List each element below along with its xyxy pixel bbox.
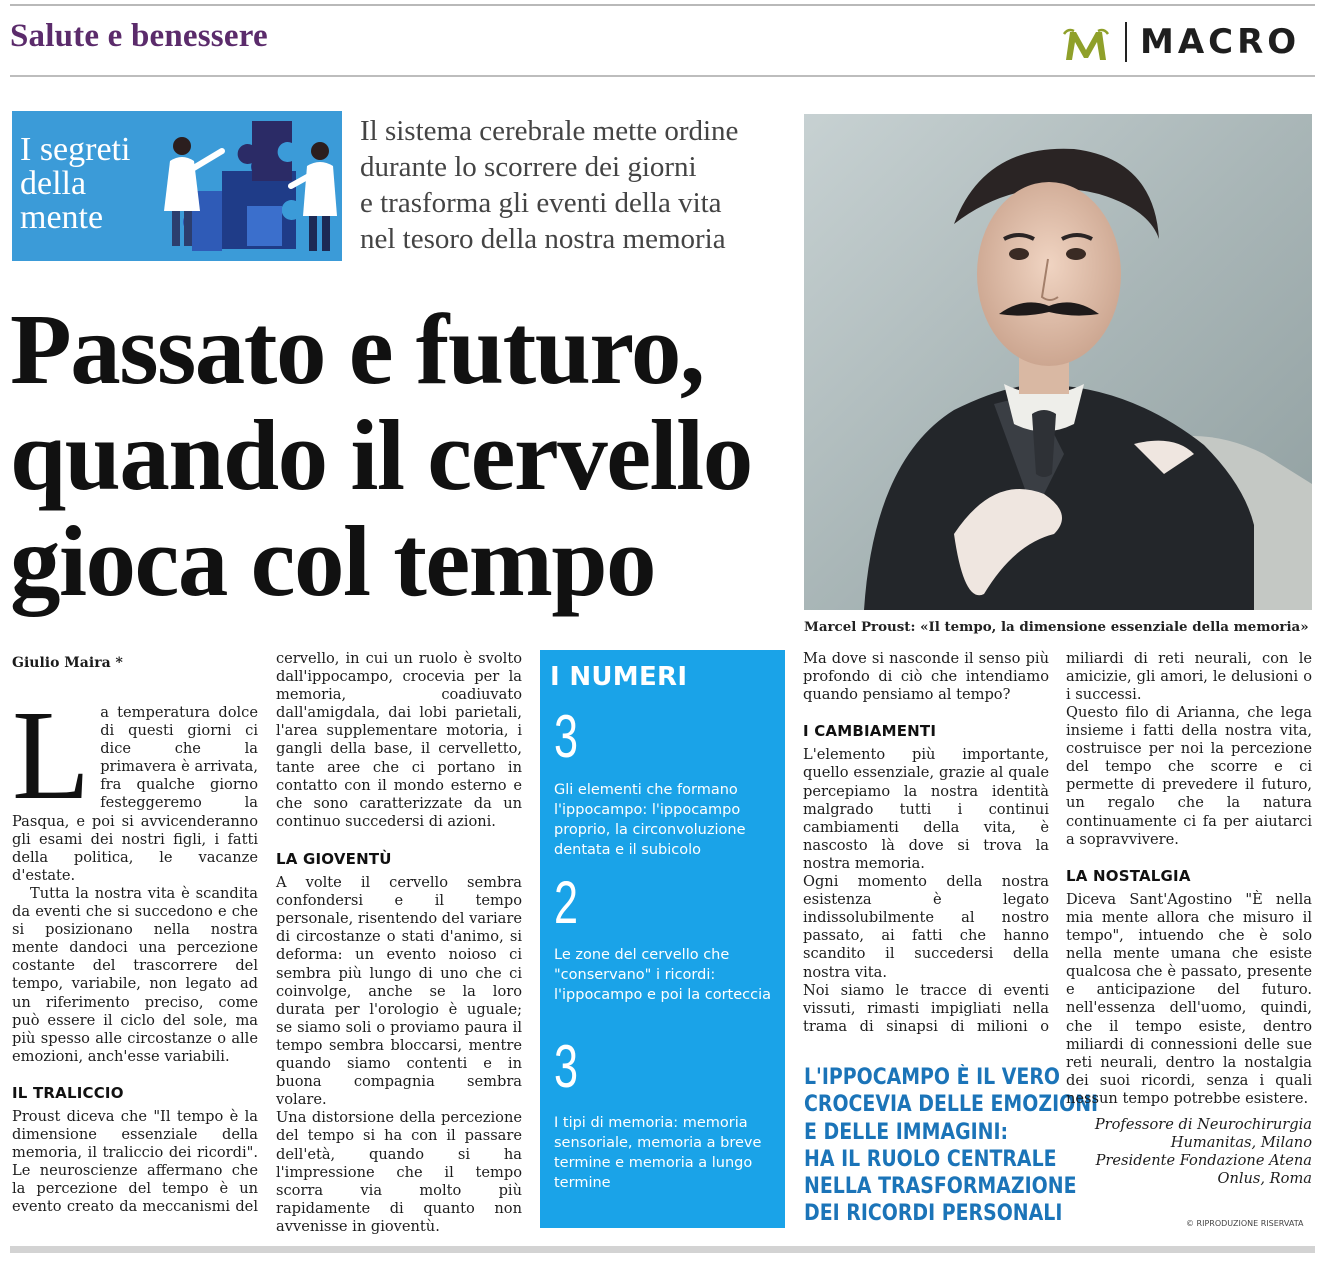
deck-line: durante lo scorrere dei giorni: [360, 151, 697, 183]
paragraph: Una distorsione della percezione del tempo si ha con il passare dell'età, quando si ha l'impressione che il tempo scorra via molto più rapidamente di quanto non avvenisse in gioventù.: [276, 1109, 522, 1235]
number-description: Le zone del cervello che "conservano" i ricordi: l'ippocampo e poi la corteccia: [554, 947, 772, 1003]
article-column-2: [276, 650, 522, 1236]
article-column-5: [1066, 650, 1312, 1188]
number-value: 2: [554, 869, 579, 936]
subhead: I CAMBIAMENTI: [803, 722, 937, 741]
subhead: LA NOSTALGIA: [1066, 866, 1191, 885]
author-credentials: [1066, 1116, 1312, 1188]
paragraph: A volte il cervello sembra confondersi e il tempo personale, risentendo del variare di circostanze o stati d'animo, si deforma: un evento noioso ci sembra più lungo di uno che ci coinvolge, anche se la loro durata per l'orologio è uguale; se siamo soli o proviamo paura il tempo sembra bloccarsi, mentre quando siamo contenti e in buona compagnia sembra volare.: [276, 874, 522, 1109]
deck-line: e trasforma gli eventi della vita: [360, 187, 722, 219]
subhead: LA GIOVENTÙ: [276, 850, 392, 868]
article-column-4: [803, 650, 1049, 1036]
series-box: [12, 111, 342, 261]
paragraph-text: Noi siamo le tracce di eventi vissuti, rimasti impigliati nella trama di sinapsi di milioni o: [803, 981, 1049, 1035]
article-column-1: [12, 684, 258, 1216]
paragraph-text: cervello, in cui un ruolo è svolto dall'ippocampo, crocevia per la memoria, coadiuvato dall'amigdala, dai lobi parietali, l'area supplementare motoria, i gangli della base, il cervelletto, tante aree che ci portano in contatto con il mondo esterno e che sono caratterizzate da un continuo succedersi di azioni.: [276, 650, 522, 830]
photo-caption: Marcel Proust: «Il tempo, la dimensione essenziale della memoria»: [804, 619, 1309, 635]
newspaper-logo-icon: [1062, 26, 1110, 66]
headline-line: Passato e futuro,: [10, 293, 704, 405]
number-description: I tipi di memoria: memoria sensoriale, memoria a breve termine e memoria a lungo termine: [554, 1115, 762, 1191]
series-title-line: I segreti: [20, 131, 131, 168]
puzzle-illustration-icon: [152, 111, 342, 261]
paragraph: [12, 1108, 258, 1216]
credential-line: Humanitas, Milano: [1170, 1134, 1312, 1152]
number-value: 3: [554, 703, 579, 770]
deck: [360, 113, 790, 257]
paragraph-text: miliardi di reti neurali, con le amicizie, gli amori, le delusioni o i successi.: [1066, 650, 1312, 704]
headline-line: quando il cervello: [10, 399, 752, 511]
paragraph-text: a temperatura dolce di questi giorni ci dice che la primavera è arrivata, fra qualche giorno festeggeremo la Pasqua, e poi si avvicenderanno gli esami dei nostri figli, i fatti della politica, le vacanze d'estate.: [12, 704, 258, 884]
headline: [10, 293, 800, 617]
paragraph-continued: [276, 650, 522, 832]
pull-quote: [804, 1064, 1099, 1228]
subhead: IL TRALICCIO: [12, 1083, 124, 1102]
numbers-title: I NUMERI: [550, 662, 688, 692]
paragraph: [803, 982, 1049, 1036]
byline: Giulio Maira *: [12, 655, 123, 671]
number-description: Gli elementi che formano l'ippocampo: l'ippocampo proprio, la circonvoluzione dentata e il subicolo: [554, 782, 746, 858]
paragraph: Ogni momento della nostra esistenza è legato indissolubilmente al nostro passato, ai fatti che hanno scandito il succedersi della nostra vita.: [803, 873, 1049, 981]
brand-name: MACRO: [1140, 22, 1301, 62]
brand-separator: [1125, 22, 1127, 62]
paragraph: Questo filo di Arianna, che lega insieme i fatti della nostra vita, costruisce per noi la percezione del tempo che scorre e ci permette di prevedere il futuro, un regalo che la natura continuamente ci fa per aiutarci a sopravvivere.: [1066, 704, 1312, 848]
pull-quote-line: E DELLE IMMAGINI:: [804, 1119, 1009, 1145]
paragraph: [12, 684, 258, 885]
paragraph-text: Proust diceva che "Il tempo è la dimensione essenziale della memoria, il traliccio dei ricordi". Le neuroscienze affermano che la percezione del tempo è un evento creato da meccanismi del: [12, 1107, 258, 1216]
credential-line: Presidente Fondazione Atena: [1095, 1152, 1312, 1170]
bottom-rule: [10, 1246, 1315, 1253]
pull-quote-line: L'IPPOCAMPO È IL VERO: [804, 1065, 1061, 1090]
series-title: [20, 133, 170, 235]
paragraph-continued: [1066, 650, 1312, 704]
credential-line: Professore di Neurochirurgia: [1094, 1115, 1312, 1133]
series-title-line: della: [20, 165, 87, 202]
credential-line: Onlus, Roma: [1217, 1170, 1312, 1188]
portrait-photo: [804, 114, 1312, 610]
drop-cap: L: [12, 684, 91, 826]
pull-quote-line: HA IL RUOLO CENTRALE: [804, 1146, 1057, 1172]
number-value: 3: [554, 1033, 579, 1100]
deck-line: nel tesoro della nostra memoria: [360, 223, 726, 255]
paragraph: Diceva Sant'Agostino "È nella mia mente allora che misuro il tempo", intuendo che è solo nella mente umana che esiste qualcosa che è passato, presente e anticipazione del futuro. nell'essenza dell'uomo, quindi, che il tempo esiste, dentro miliardi di connessioni delle sue reti neurali, dentro la nostalgia dei suoi ricordi, senza i quali nessun tempo potrebbe esistere.: [1066, 890, 1312, 1107]
headline-line: gioca col tempo: [10, 505, 656, 617]
numbers-box: [540, 650, 785, 1228]
header-rule: [10, 75, 1315, 77]
pull-quote-line: NELLA TRASFORMAZIONE: [804, 1174, 1077, 1200]
deck-line: Il sistema cerebrale mette ordine: [360, 115, 739, 147]
top-rule: [10, 4, 1315, 6]
pull-quote-line: CROCEVIA DELLE EMOZIONI: [804, 1092, 1099, 1118]
paragraph: Tutta la nostra vita è scandita da eventi che si succedono e che si posizionano nella nostra mente dandoci una percezione costante del trascorrere del tempo, variabile, non legato ad un riferimento preciso, come può essere il ciclo del sole, ma più spesso alle circostanze o alle emozioni, anch'esse variabili.: [12, 884, 258, 1065]
section-title: Salute e benessere: [10, 18, 268, 54]
paragraph: Ma dove si nasconde il senso più profondo di ciò che intendiamo quando pensiamo al tempo?: [803, 650, 1049, 704]
pull-quote-line: DEI RICORDI PERSONALI: [804, 1201, 1063, 1227]
series-title-line: mente: [20, 199, 104, 236]
paragraph: L'elemento più importante, quello essenziale, grazie al quale percepiamo la nostra identità malgrado tutti i continui cambiamenti della vita, è nascosto là dove si trova la nostra memoria.: [803, 746, 1049, 872]
copyright-notice: © RIPRODUZIONE RISERVATA: [1186, 1219, 1304, 1228]
